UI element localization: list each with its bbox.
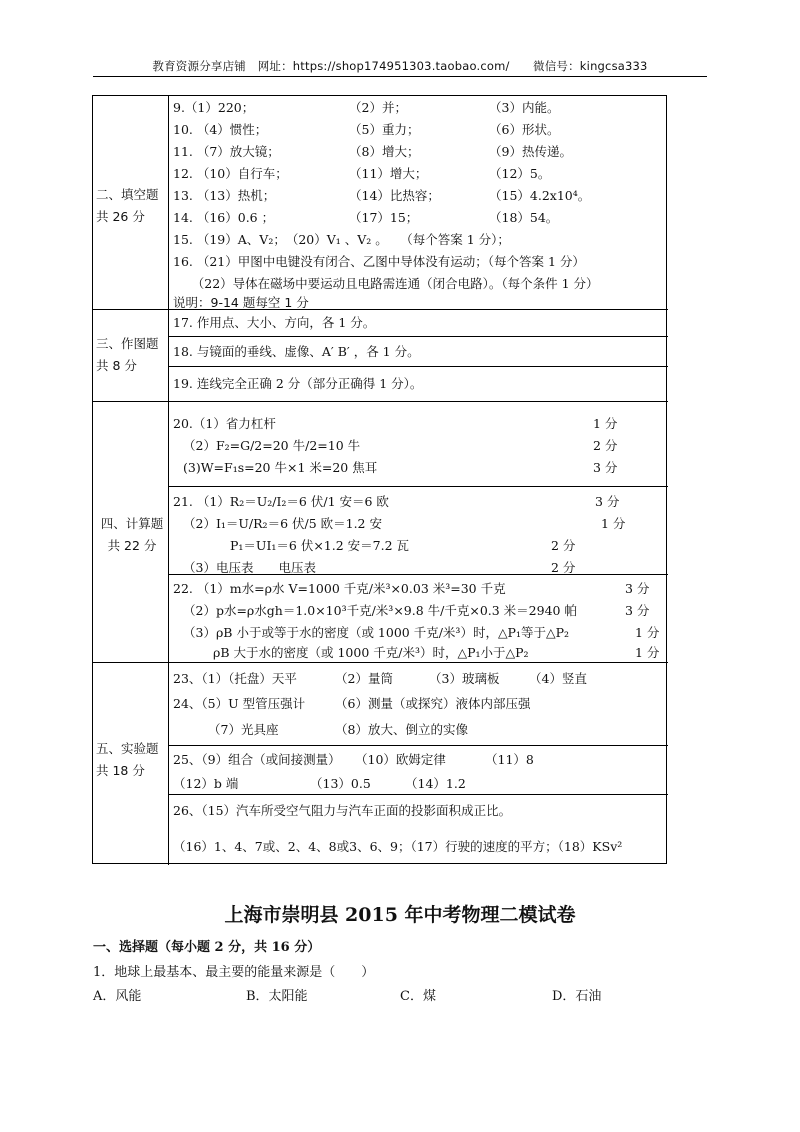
answer-row: 17. 作用点、大小、方向，各 1 分。 (173, 315, 376, 330)
divider (93, 401, 668, 402)
exam-title: 上海市崇明县 2015 年中考物理二模试卷 (224, 904, 576, 926)
divider (169, 745, 668, 746)
header-divider (93, 76, 707, 77)
answer-row: 19. 连线完全正确 2 分（部分正确得 1 分）。 (173, 376, 423, 391)
option-b: B．太阳能 (246, 989, 308, 1004)
divider (169, 366, 668, 367)
answer-row: 18. 与镜面的垂线、虚像、A′ B′ ，各 1 分。 (173, 344, 420, 359)
page-header: 教育资源分享店铺 网址：https://shop174951303.taobao.com/ 微信号：kingcsa333 (152, 59, 648, 73)
option-d: D．石油 (552, 989, 602, 1004)
answer-table: 二、填空题 共 26 分 三、作图题 共 8 分 四、计算题 共 22 分 五、实验题 共 18 分 9.（1）220； （2）并； （3）内能。 10. （4）惯性； （5）重力； （6）形状。 11. （7）放大镜； （8）增大； （9）热传递。 12. （10）自行车； （11）增大； （12）5。 13. （13）热机； （14）比热容； （15）4.2x10⁴。 14. （16）0.6 ； （17）15； （18）54。 15. （19）A、V₂； （20）V₁ 、V₂ 。 （每个答案 1 分）； 16. （21）甲图中电键没有闭合、乙图中导体没有运动；（每个答案 1 分） （22）导体在磁场中要运动且电路需连通（闭合电路）。（每个条件 1 分） 说明：9-14 题每空 1 分 17. 作用点、大小、方向，各 1 分。 18. 与镜面的垂线、虚像、A′ B′ ，各 1 分。 19. 连线完全正确 2 分（部分正确得 1 分）。 20.（1）省力杠杆 1 分 （2）F₂=G/2=20 牛/2=10 牛 2 分 (3)W=F₁s=20 牛×1 米=20 焦耳 3 分 21. （1）R₂＝U₂/I₂＝6 伏/1 安＝6 欧 3 分 （2）I₁＝U/R₂＝6 伏/5 欧＝1.2 安 1 分 P₁＝UI₁＝6 伏×1.2 安＝7.2 瓦 2 分 （3）电压表 电压表 2 分 22. （1）m水=ρ水 V=1000 千克/米³×0.03 米³=30 千克 3 分 （2）p水=ρ水gh＝1.0×10³千克/米³×9.8 牛/千克×0.3 米＝2940 帕 3 分 （3）ρB 小于或等于水的密度（或 1000 千克/米³）时，△P₁等于△P₂ 1 分 ρB 大于水的密度（或 1000 千克/米³）时，△P₁小于△P₂ 1 分 23、（1）（托盘）天平 （2）量筒 （3）玻璃板 （4）竖直 24、（5）U 型管压强计 （6）测量（或探究）液体内部压强 （7）光具座 （8）放大、倒立的实像 25、（9）组合（或间接测量） （10）欧姆定律 （11）8 （12）b 端 （13）0.5 （14）1.2 26、（15）汽车所受空气阻力与汽车正面的投影面积成正比。 （16）1、4、7或、2、4、8或3、6、9；（17）行驶的速度的平方；（18）KSv² (92, 95, 667, 864)
note: 说明：9-14 题每空 1 分 (173, 295, 309, 310)
option-a: A．风能 (93, 989, 142, 1004)
answer-row: （22）导体在磁场中要运动且电路需连通（闭合电路）。（每个条件 1 分） (173, 276, 599, 291)
category-exp: 五、实验题 共 18 分 (93, 662, 169, 865)
section-heading: 一、选择题（每小题 2 分，共 16 分） (93, 940, 321, 955)
question-text: 1．地球上最基本、最主要的能量来源是（ ） (93, 965, 375, 980)
answer-row: 15. （19）A、V₂； （20）V₁ 、V₂ 。 （每个答案 1 分）； (173, 232, 510, 247)
answer-row: 16. （21）甲图中电键没有闭合、乙图中导体没有运动；（每个答案 1 分） (173, 254, 585, 269)
option-c: C．煤 (400, 989, 436, 1004)
category-draw: 三、作图题 共 8 分 (93, 309, 169, 401)
answer-row: （16）1、4、7或、2、4、8或3、6、9；（17）行驶的速度的平方；（18）KSv² (173, 839, 623, 854)
category-fill: 二、填空题 共 26 分 (93, 96, 169, 309)
divider (169, 486, 668, 487)
divider (169, 336, 668, 337)
answer-row: 26、（15）汽车所受空气阻力与汽车正面的投影面积成正比。 (173, 803, 512, 818)
category-calc: 四、计算题 共 22 分 (93, 401, 169, 662)
